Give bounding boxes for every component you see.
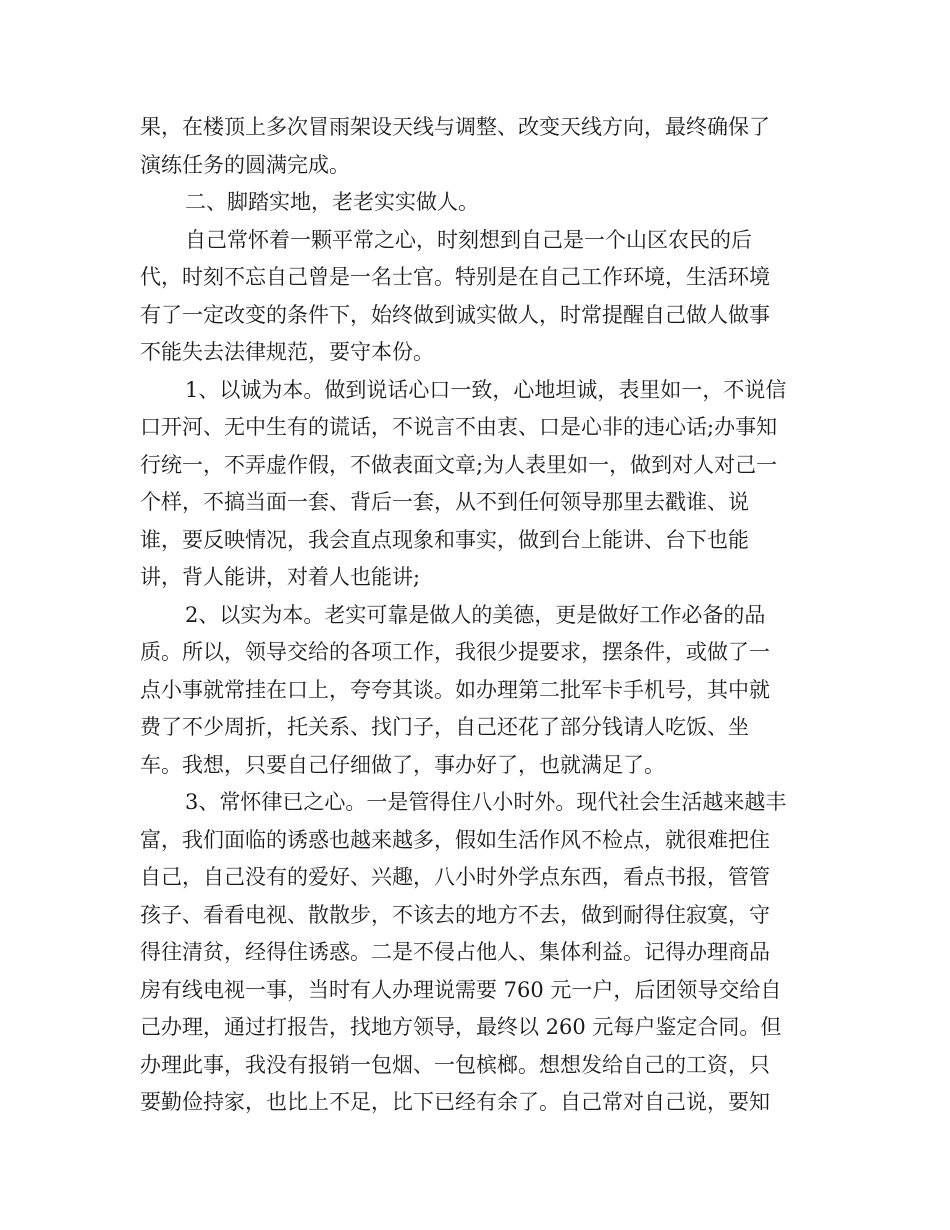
text-line: 不能失去法律规范，要守本份。	[140, 340, 434, 364]
text-line: 点小事就常挂在口上，夸夸其谈。如办理第二批军卡手机号，其中就	[140, 677, 770, 702]
text-line: 孩子、看看电视、散散步，不该去的地方不去，做到耐得住寂寞，守	[140, 902, 770, 927]
section-heading: 二、脚踏实地，老老实实做人。	[185, 190, 479, 214]
text-line: 办理此事，我没有报销一包烟、一包槟榔。想想发给自己的工资，只	[140, 1052, 770, 1077]
text-line: 得往清贫，经得住诱惑。二是不侵占他人、集体利益。记得办理商品	[140, 940, 770, 964]
text-line: 自己，自己没有的爱好、兴趣，八小时外学点东西，看点书报，管管	[140, 865, 770, 889]
text-line: 2、以实为本。老实可靠是做人的美德，更是做好工作必备的品	[185, 602, 766, 627]
text-line: 要勤俭持家，也比上不足，比下已经有余了。自己常对自己说，要知	[140, 1090, 770, 1114]
text-line: 房有线电视一事，当时有人办理说需要 760 元一户，后团领导交给自	[140, 977, 782, 1002]
text-line: 讲，背人能讲，对着人也能讲;	[140, 565, 421, 589]
text-line: 口开河、无中生有的谎话，不说言不由衷、口是心非的违心话;办事知	[140, 415, 778, 439]
text-line: 1、以诚为本。做到说话心口一致，心地坦诚，表里如一，不说信	[185, 377, 787, 402]
text-line: 车。我想，只要自己仔细做了，事办好了，也就满足了。	[140, 752, 665, 777]
text-line: 有了一定改变的条件下，始终做到诚实做人，时常提醒自己做人做事	[140, 302, 770, 327]
document-body	[140, 109, 810, 1122]
text-line: 质。所以，领导交给的各项工作，我很少提要求，摆条件，或做了一	[140, 640, 770, 664]
text-line: 谁，要反映情况，我会直点现象和事实，做到台上能讲、台下也能	[140, 527, 749, 552]
text-line: 果，在楼顶上多次冒雨架设天线与调整、改变天线方向，最终确保了	[140, 115, 770, 139]
text-line: 3、常怀律已之心。一是管得住八小时外。现代社会生活越来越丰	[185, 790, 787, 814]
text-line: 演练任务的圆满完成。	[140, 152, 350, 177]
text-line: 自己常怀着一颗平常之心，时刻想到自己是一个山区农民的后	[185, 227, 752, 252]
text-line: 行统一，不弄虚作假，不做表面文章;为人表里如一，做到对人对己一	[140, 452, 778, 477]
text-line: 富，我们面临的诱惑也越来越多，假如生活作风不检点，就很难把住	[140, 827, 770, 852]
text-line: 个样，不搞当面一套、背后一套，从不到任何领导那里去戳谁、说	[140, 490, 749, 514]
text-line: 代，时刻不忘自己曾是一名士官。特别是在自己工作环境，生活环境	[140, 265, 770, 289]
text-line: 费了不少周折，托关系、找门子，自己还花了部分钱请人吃饭、坐	[140, 715, 749, 739]
text-line: 己办理，通过打报告，找地方领导，最终以 260 元每户鉴定合同。但	[140, 1015, 782, 1039]
